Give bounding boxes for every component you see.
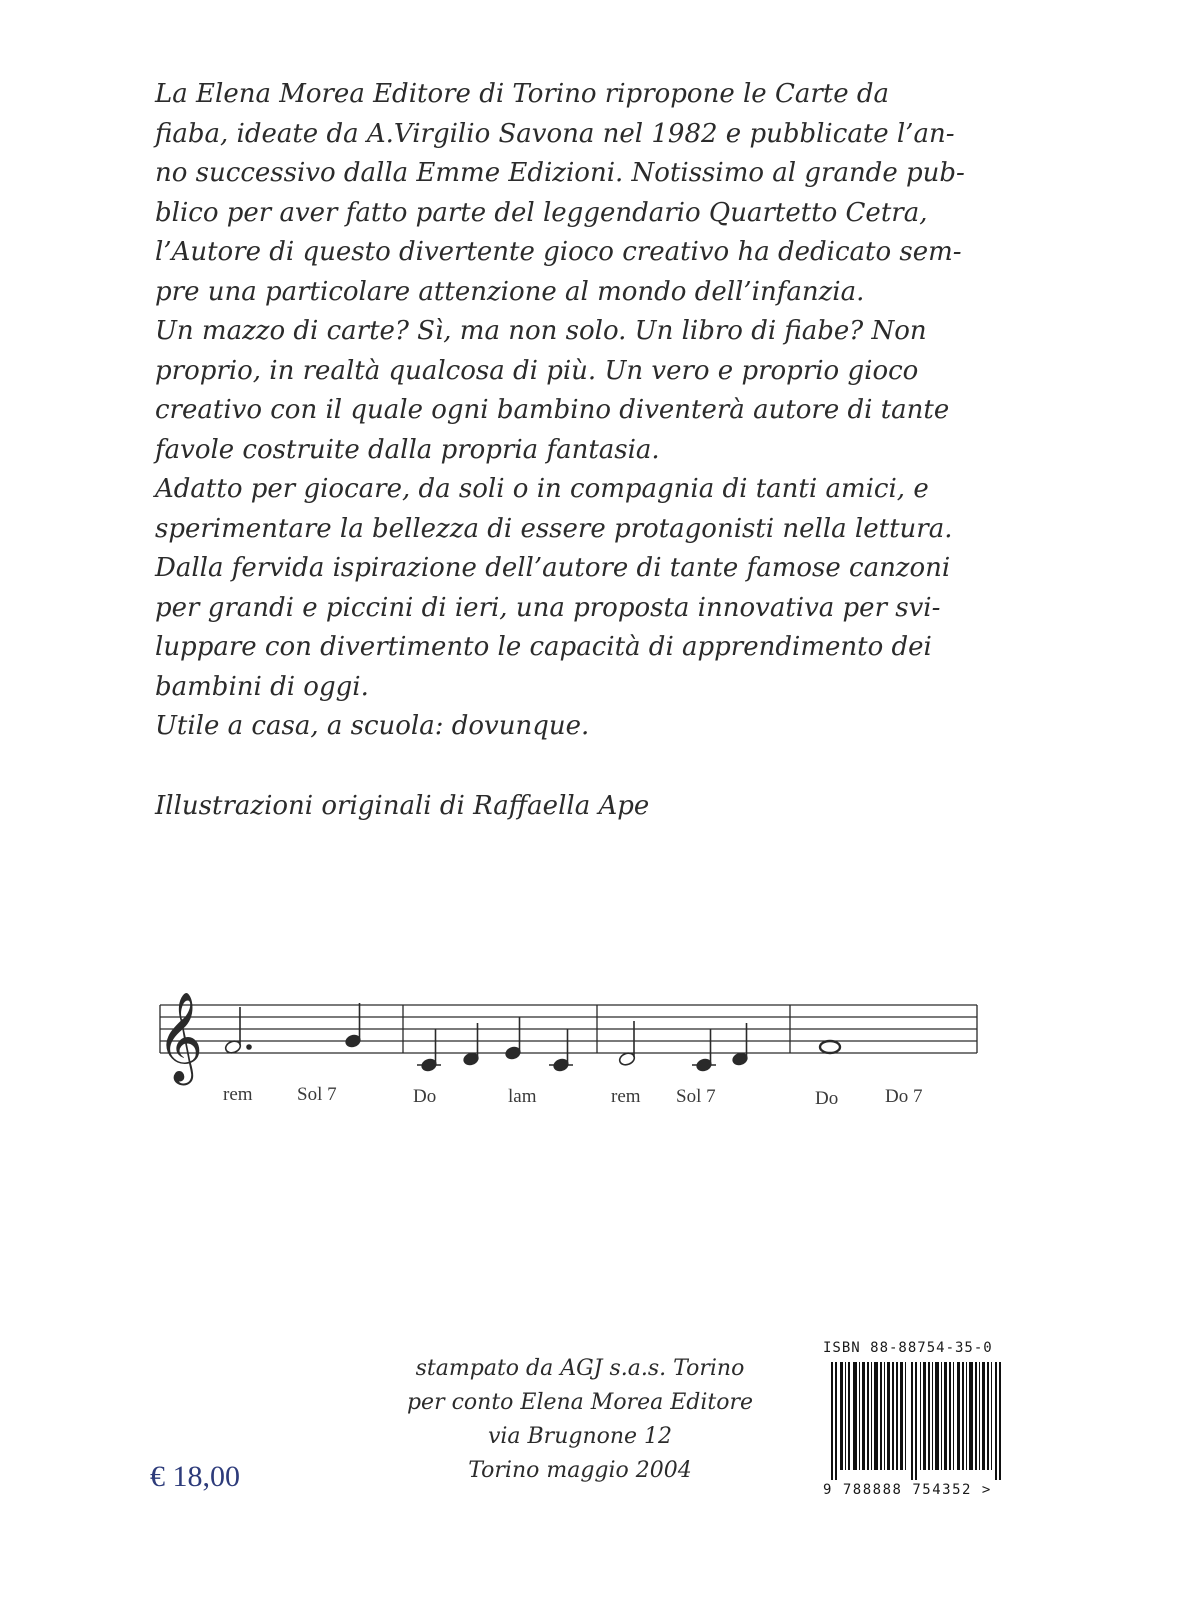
description-line: favole costruite dalla propria fantasia.: [155, 434, 660, 465]
chord-label: lam: [508, 1086, 537, 1107]
colophon-line: per conto Elena Morea Editore: [406, 1390, 754, 1415]
barcode-digits: 9 788888 754352 >: [823, 1482, 992, 1498]
description-line: blico per aver fatto parte del leggendario Quartetto Cetra,: [155, 197, 928, 228]
chord-label: rem: [223, 1084, 253, 1105]
price: € 18,00: [150, 1460, 240, 1493]
chord-label: Do: [413, 1086, 437, 1107]
music-staff: [155, 985, 1015, 1115]
description-line: La Elena Morea Editore di Torino ripropone le Carte da: [155, 79, 890, 109]
chord-label: Sol 7: [676, 1086, 716, 1107]
chord-label: Sol 7: [297, 1084, 337, 1105]
chord-label: Do 7: [885, 1086, 923, 1107]
description-line: fiaba, ideate da A.Virgilio Savona nel 1982 e pubblicate l’an-: [155, 118, 955, 149]
svg-text:𝄞: 𝄞: [157, 992, 204, 1082]
description-line: per grandi e piccini di ieri, una proposta innovativa per svi-: [155, 592, 941, 623]
colophon-line: via Brugnone 12: [487, 1424, 673, 1449]
description-line: creativo con il quale ogni bambino diventerà autore di tante: [155, 395, 950, 425]
illustrations-credit: Illustrazioni originali di Raffaella Ape: [155, 790, 650, 821]
colophon: [370, 1352, 790, 1488]
treble-clef-icon: [157, 992, 203, 1086]
description-line: Un mazzo di carte? Sì, ma non solo. Un libro di fiabe? Non: [155, 316, 927, 346]
description-line: Dalla fervida ispirazione dell’autore di tante famose canzoni: [155, 553, 951, 583]
description-line: proprio, in realtà qualcosa di più. Un vero e proprio gioco: [155, 355, 919, 386]
colophon-line: stampato da AGJ s.a.s. Torino: [415, 1356, 745, 1381]
description-line: Adatto per giocare, da soli o in compagnia di tanti amici, e: [155, 474, 929, 504]
barcode-icon: [831, 1362, 1003, 1480]
chord-label: Do: [815, 1088, 839, 1109]
isbn-barcode-block: [823, 1340, 1023, 1510]
description-line: no successivo dalla Emme Edizioni. Notissimo al grande pub-: [155, 158, 965, 188]
description-text: [155, 75, 1015, 826]
isbn-label: ISBN 88-88754-35-0: [823, 1340, 993, 1356]
description-line: l’Autore di questo divertente gioco creativo ha dedicato sem-: [155, 237, 962, 267]
description-line: luppare con divertimento le capacità di apprendimento dei: [155, 632, 932, 662]
chord-label: rem: [611, 1086, 641, 1107]
colophon-line: Torino maggio 2004: [468, 1458, 692, 1483]
description-line: Utile a casa, a scuola: dovunque.: [155, 711, 590, 741]
description-line: pre una particolare attenzione al mondo dell’infanzia.: [155, 276, 865, 307]
description-line: sperimentare la bellezza di essere protagonisti nella lettura.: [155, 513, 953, 544]
description-line: bambini di oggi.: [155, 671, 369, 702]
